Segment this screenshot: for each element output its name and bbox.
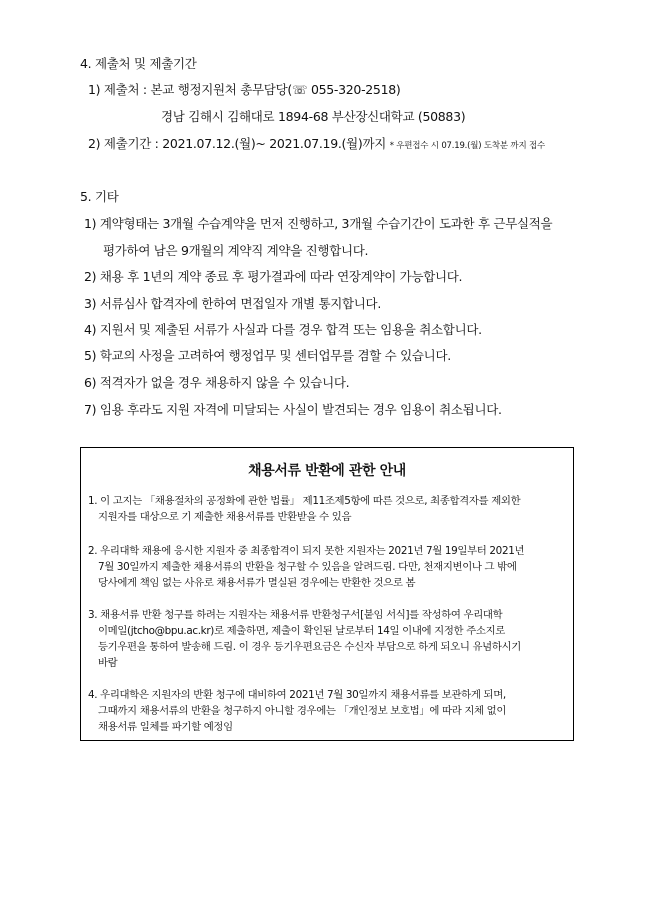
notice-paragraph-2-line: 2. 우리대학 채용에 응시한 지원자 중 최종합격이 되지 못한 지원자는 2021년 7월 19일부터 2021년: [88, 545, 525, 557]
notice-paragraph-1-line: 지원자를 대상으로 기 제출한 채용서류를 반환받을 수 있음: [98, 511, 352, 523]
notice-paragraph-3-line: 이메일(jtcho@bpu.ac.kr)로 제출하면, 제출이 확인된 날로부터 14일 이내에 지정한 주소지로: [98, 625, 505, 637]
notice-paragraph-2-line: 7월 30일까지 제출한 채용서류의 반환을 청구할 수 있음을 알려드림. 다만, 천재지변이나 그 밖에: [98, 561, 517, 573]
section5-heading: 5. 기타: [80, 189, 119, 204]
notice-paragraph-3-line: 3. 채용서류 반환 청구를 하려는 지원자는 채용서류 반환청구서[붙임 서식]를 작성하여 우리대학: [88, 609, 503, 621]
etc-item-continuation: 평가하여 남은 9개월의 계약직 계약을 진행합니다.: [103, 243, 369, 258]
etc-item: 3) 서류심사 합격자에 한하여 면접일자 개별 통지합니다.: [84, 296, 381, 311]
notice-paragraph-1-line: 1. 이 고지는 「채용절차의 공정화에 관한 법률」 제11조제5항에 따른 것으로, 최종합격자를 제외한: [88, 495, 521, 507]
submission-place: 1) 제출처 : 본교 행정지원처 총무담당(☏ 055-320-2518): [88, 82, 401, 97]
etc-item: 5) 학교의 사정을 고려하여 행정업무 및 센터업무를 겸할 수 있습니다.: [84, 348, 451, 363]
submission-period: [88, 135, 545, 155]
etc-item: 6) 적격자가 없을 경우 채용하지 않을 수 있습니다.: [84, 375, 350, 390]
notice-title: 채용서류 반환에 관한 안내: [248, 463, 406, 479]
etc-item: 4) 지원서 및 제출된 서류가 사실과 다를 경우 합격 또는 임용을 취소합니다.: [84, 322, 482, 337]
notice-paragraph-2-line: 당사에게 책임 없는 사유로 채용서류가 멸실된 경우에는 반환한 것으로 봄: [98, 577, 416, 589]
submission-period-note: * 우편접수 시 07.19.(월) 도착분 까지 접수: [389, 141, 545, 151]
notice-paragraph-3-line: 등기우편을 통하여 발송해 드림. 이 경우 등기우편요금은 수신자 부담으로 하게 되오니 유념하시기: [98, 641, 521, 653]
etc-item: 1) 계약형태는 3개월 수습계약을 먼저 진행하고, 3개월 수습기간이 도과한 후 근무실적을: [84, 216, 553, 231]
notice-paragraph-4-line: 채용서류 일체를 파기할 예정임: [98, 721, 233, 733]
submission-address: 경남 김해시 김해대로 1894-68 부산장신대학교 (50883): [161, 109, 466, 124]
etc-item: 7) 임용 후라도 지원 자격에 미달되는 사실이 발견되는 경우 임용이 취소됩니다.: [84, 402, 502, 417]
notice-paragraph-3-line: 바람: [98, 657, 118, 669]
section4-heading: 4. 제출처 및 제출기간: [80, 56, 197, 71]
etc-item: 2) 채용 후 1년의 계약 종료 후 평가결과에 따라 연장계약이 가능합니다.: [84, 269, 463, 284]
notice-paragraph-4-line: 그때까지 채용서류의 반환을 청구하지 아니할 경우에는 「개인정보 보호법」에 따라 지체 없이: [98, 705, 507, 717]
document-return-notice-box: [80, 447, 574, 741]
notice-paragraph-4-line: 4. 우리대학은 지원자의 반환 청구에 대비하여 2021년 7월 30일까지 채용서류를 보관하게 되며,: [88, 689, 506, 701]
submission-period-text: 2) 제출기간 : 2021.07.12.(월)~ 2021.07.19.(월)까지: [88, 136, 387, 151]
